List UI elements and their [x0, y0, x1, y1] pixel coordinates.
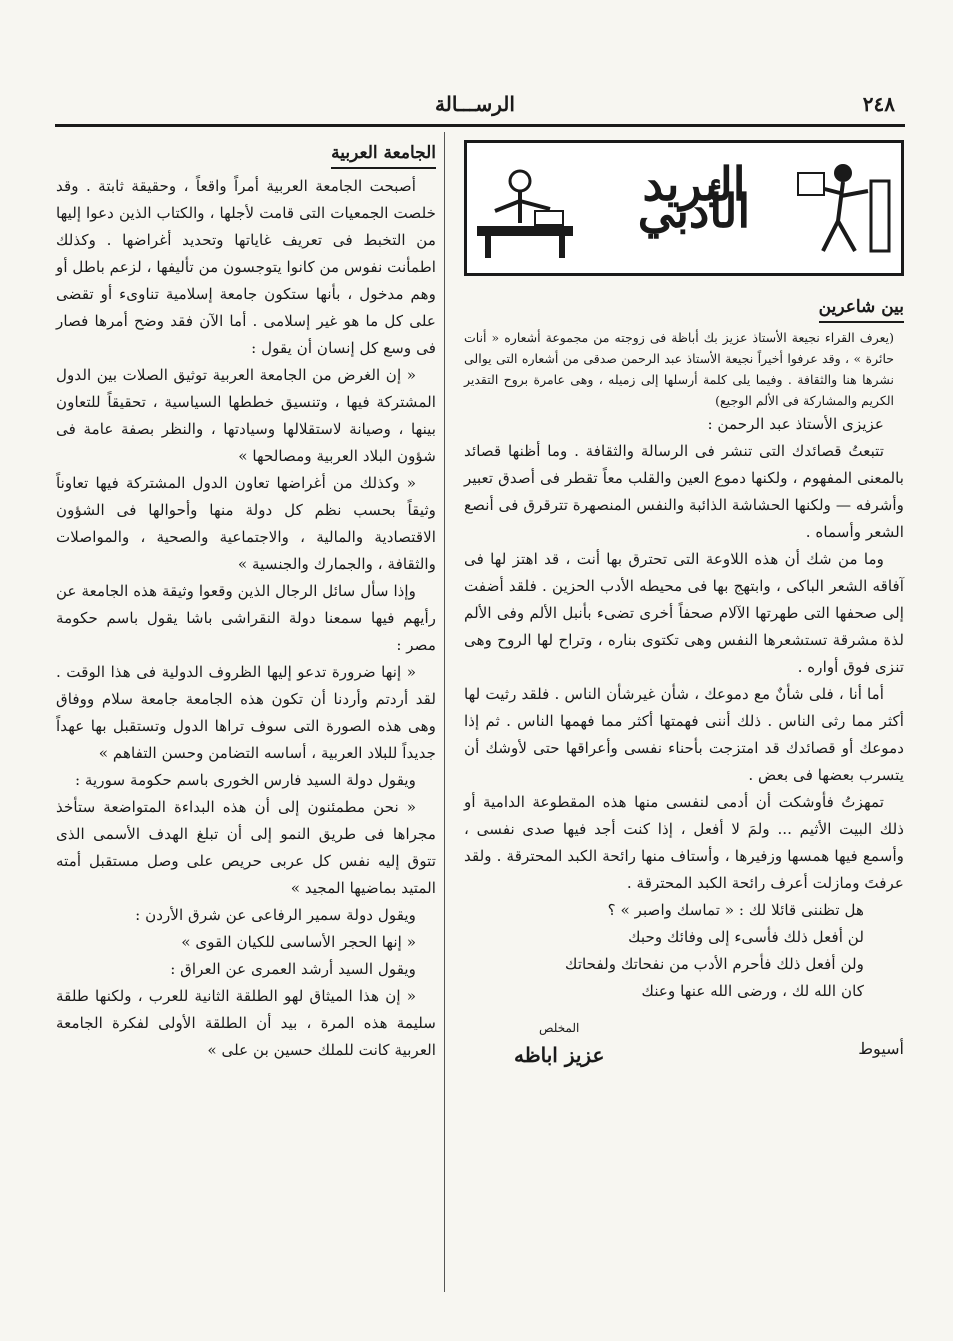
section-title-arab-league: الجامعة العربية: [331, 140, 436, 169]
magazine-title: الرســـالة: [435, 92, 515, 116]
poem-intro: هل تظننى قائلا لك : « تماسك واصبر » ؟: [607, 901, 864, 919]
paragraph: وإذا سأل سائل الرجال الذين وقعوا وثيقة هذه الجامعة عن رأيهم فيها سمعنا دولة النقراشى باشا يقول باسم حكومة مصر :: [56, 582, 436, 654]
paragraph: ويقول السيد أرشد العمرى عن العراق :: [170, 960, 416, 978]
poem-line: ولن أفعل ذلك فأحرم الأدب من نفحاتك ولفحاتك: [565, 955, 864, 973]
closing-label: المخلص: [539, 1021, 580, 1035]
paragraph: ويقول دولة سمير الرفاعى عن شرق الأردن :: [135, 906, 416, 924]
city: أسيوط: [858, 1039, 904, 1058]
mail-carrier-illustration-icon: [793, 151, 893, 261]
paragraph: تتبعتُ قصائدك التى تنشر فى الرسالة والثقافة . وما أظنها قصائد بالمعنى المفهوم ، ولكنها دموع العين والقلب معاً تقطر فى أصدق تعبير وأشرفه — ولكنها الحشاشة الذائبة والنفس المنصهرة تترقرق فى أنصع الشعر وأسماه .: [464, 442, 904, 541]
section-title-two-poets: بين شاعرين: [819, 294, 904, 323]
poem-line: كان الله لك ، ورضى الله عنها وعنك: [641, 982, 864, 1000]
editor-intro: (يعرف القراء نجيعة الأستاذ عزيز بك أباظة فى زوجته من مجموعة أشعاره « أنات حائرة » ، وقد عرفوا أخيراً نجيعة الأستاذ عبد الرحمن صدقى من أشعاره التى يوالى نشرها هنا والثقافة . وفيما يلى كلمة أرسلها إلى زميله ، وهى عامرة بروح التقدير الكريم والمشاركة فى الألم الوجيع): [464, 330, 894, 408]
poem-line: لن أفعل ذلك فأسىء إلى وفائك وحبك: [628, 928, 864, 946]
paragraph: وما من شك أن هذه اللاوعة التى تحترق بها أنت ، قد اهتز لها فى آفاقه الشعر الباكى ، وابتهج بها فى محيطه الأدب الحزين . فلقد أضفت إلى صحفها التى طهرتها الآلام صحفاً أخرى تضىء بأنبل الألم وفى الألم لذة مشرقة تستشعرها النفس وهى تكتوى بناره ، وتراح لها الروح وهى تنزى فوق أواره .: [464, 550, 904, 676]
page-header: [55, 92, 903, 122]
left-column: [56, 140, 436, 1064]
quote-paragraph: « إنها الحجر الأساسى للكيان القوى »: [181, 933, 416, 951]
right-column: [464, 140, 904, 1085]
paragraph: أما أنا ، فلى شأنٌ مع دموعك ، شأن غيرشأن الناس . فلقد رثيت لها أكثر مما رثى الناس . ذلك أننى فهمتها أكثر مما فهمها الناس . ثم إذا دموعك أو قصائدك قد امتزجت بأحناء نفسى وأعراقها حتى لأوشك أن يتسرب بعضها فى بعض .: [464, 685, 904, 784]
quote-paragraph: « وكذلك من أغراضها تعاون الدول المشتركة فيها تعاوناً وثيقاً بحسب نظم كل دولة منها وأحوالها فى الشؤون الاقتصادية والمالية ، والاجتماعية والصحية ، والمواصلات والثقافة ، والجمارك والجنسية »: [56, 474, 436, 573]
page-number: ٢٤٨: [862, 92, 895, 116]
paragraph: ويقول دولة السيد فارس الخورى باسم حكومة سورية :: [74, 771, 416, 789]
quote-paragraph: « إن الغرض من الجامعة العربية توثيق الصلات بين الدول المشتركة فيها ، وتنسيق خططها السياسية ، تحقيقاً للتعاون بينها ، وصيانة لاستقلالها وسيادتها ، والنظر بصفة عامة فى شؤون البلاد العربية ومصالحها »: [56, 366, 436, 465]
column-divider: [444, 132, 445, 1292]
header-rule: [55, 124, 905, 127]
paragraph: تمهزتُ فأوشكت أن أدمى لنفسى منها هذه المقطوعة الدامية أو ذلك البيت الأثيم ... ولمَ لا أفعل ، إذا كنت أجد فيها صدى نفسى ، وأسمع فيها همسها وزفيرها ، وأستاف منها رائحة الكبد المحترقة . ولقد عرفتَ ومازلت أعرف رائحة الكبد المحترقة .: [464, 793, 904, 892]
quote-paragraph: « إنها ضرورة تدعو إليها الظروف الدولية فى هذا الوقت . لقد أردتم وأردنا أن تكون هذه الجامعة جامعة سلام ووفاق وهى هذه الصورة التى سوف تراها الدول وتستقبل بها عهداً جديداً للبلاد العربية ، أساسه التضامن وحسن التفاهم »: [56, 663, 436, 762]
writer-at-desk-illustration-icon: [475, 151, 575, 261]
signature-block: [464, 1015, 904, 1085]
quote-paragraph: « إن هذا الميثاق لهو الطلقة الثانية للعرب ، ولكنها طلقة سليمة هذه المرة ، بيد أن الطلقة الأولى لفكرة الجامعة العربية كانت للملك حسين بن على »: [56, 987, 436, 1059]
quote-paragraph: « نحن مطمئنون إلى أن هذه البداءة المتواضعة ستأخذ مجراها فى طريق النمو إلى أن تبلغ الهدف الأسمى الذى تتوق إليه نفس كل عربى حريص على وصل مستقبل أمته المتيد بماضيها المجيد »: [56, 798, 436, 897]
author-signature: [514, 1015, 604, 1069]
literary-mail-banner: [464, 140, 904, 276]
banner-title: البريد الأدبي: [637, 157, 751, 238]
author-name: عزيز اباظه: [514, 1043, 605, 1067]
paragraph: أصبحت الجامعة العربية أمراً واقعاً ، وحقيقة ثابتة . وقد خلصت الجمعيات التى قامت لأجلها ، والكتاب الذين دعوا إليها من التخبط فى تعريف غاياتها وتحديد أغراضها . وكذلك اطمأنت نفوس من كانوا يتوجسون من تأليفها ، لزعم باطل أو وهم مدخول ، بأنها ستكون جامعة إسلامية تناوىء أو تقضى على كل ما هو غير إسلامى . أما الآن فقد وضح أمرها فصار فى وسع كل إنسان أن يقول :: [55, 177, 436, 357]
salutation: عزيزى الأستاذ عبد الرحمن :: [707, 415, 884, 433]
